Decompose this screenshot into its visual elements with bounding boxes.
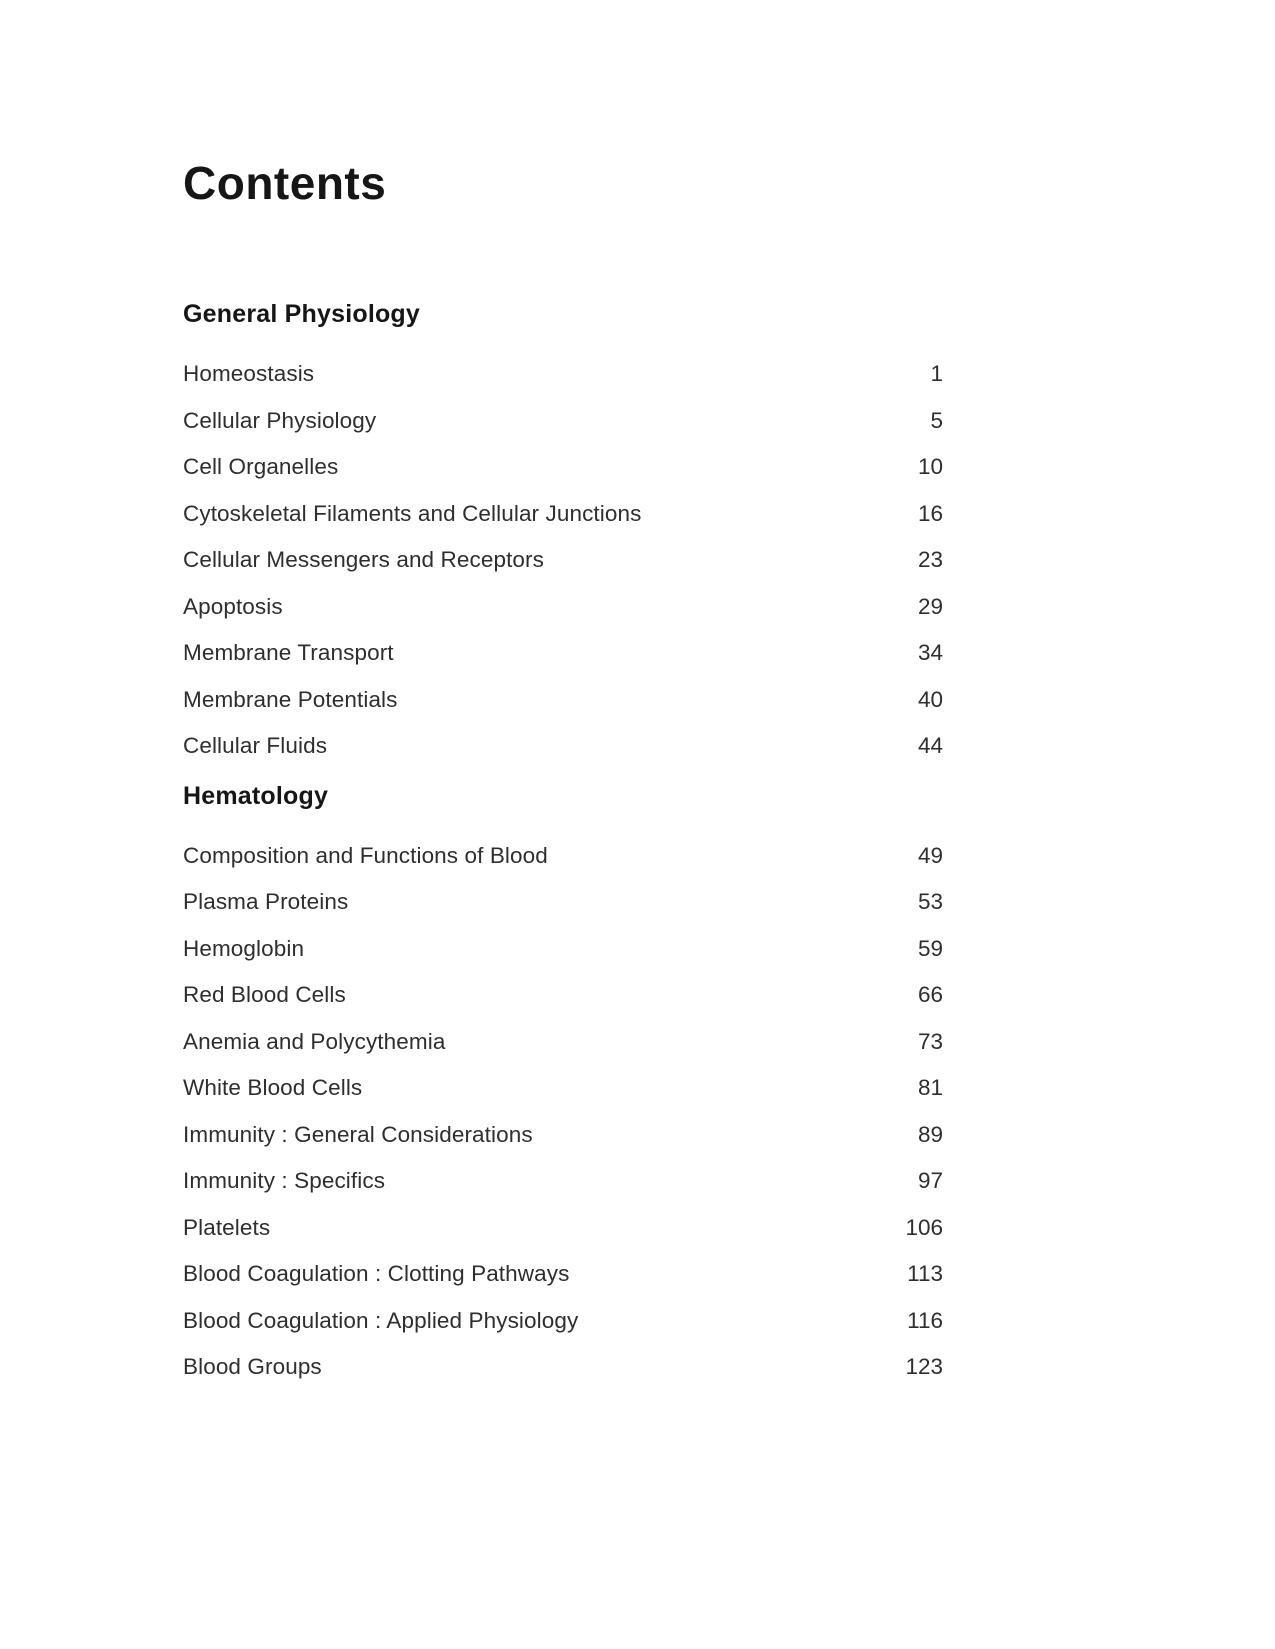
entry-title: Immunity : General Considerations: [183, 1121, 533, 1147]
toc-entry: [183, 549, 943, 572]
entry-title: Blood Groups: [183, 1354, 322, 1379]
toc-entry: [183, 1214, 943, 1240]
toc-entry: [183, 1263, 943, 1286]
toc-entry: [183, 500, 943, 526]
toc-entry: [183, 735, 943, 758]
toc-entry: [183, 1356, 943, 1379]
entry-title: White Blood Cells: [183, 1075, 363, 1100]
entry-title: Red Blood Cells: [183, 982, 346, 1007]
toc-entry: [183, 407, 943, 433]
entry-page-number: 16: [917, 500, 943, 526]
toc-entry: [183, 593, 943, 619]
toc-section: [183, 302, 943, 758]
toc-entry: [183, 935, 943, 961]
entry-title: Cellular Physiology: [183, 407, 377, 433]
section-entries: [183, 842, 943, 1379]
toc-entry: [183, 842, 943, 868]
entry-page-number: 59: [917, 935, 943, 961]
entry-page-number: 44: [917, 733, 943, 758]
entry-title: Cellular Fluids: [183, 733, 328, 758]
entry-title: Apoptosis: [183, 593, 283, 619]
toc-entry: [183, 1170, 943, 1193]
section-heading: General Physiology: [183, 300, 421, 328]
toc-entry: [183, 891, 943, 914]
entry-page-number: 97: [917, 1168, 943, 1193]
entry-page-number: 113: [907, 1261, 943, 1286]
entry-title: Homeostasis: [183, 361, 315, 386]
toc-entry: [183, 456, 943, 479]
toc-entry: [183, 363, 943, 386]
entry-title: Composition and Functions of Blood: [183, 842, 548, 868]
toc-entry: [183, 1077, 943, 1100]
entry-title: Membrane Transport: [183, 640, 394, 665]
entry-title: Anemia and Polycythemia: [183, 1028, 446, 1054]
entry-title: Blood Coagulation : Applied Physiology: [183, 1307, 579, 1333]
entry-page-number: 53: [917, 889, 943, 914]
toc-entry: [183, 1028, 943, 1054]
entry-page-number: 29: [917, 593, 943, 619]
entry-page-number: 73: [917, 1028, 943, 1054]
section-heading: Hematology: [183, 781, 329, 810]
toc-entry: [183, 1307, 943, 1333]
entry-page-number: 123: [905, 1354, 943, 1379]
entry-title: Blood Coagulation : Clotting Pathways: [183, 1261, 570, 1286]
entry-page-number: 40: [917, 686, 943, 712]
entry-title: Membrane Potentials: [183, 686, 398, 712]
entry-page-number: 116: [907, 1307, 943, 1333]
page-title: Contents: [183, 157, 387, 209]
entry-page-number: 66: [917, 982, 943, 1007]
entry-page-number: 5: [930, 407, 943, 433]
entry-title: Hemoglobin: [183, 935, 305, 961]
toc-entry: [183, 1121, 943, 1147]
entry-page-number: 49: [917, 842, 943, 868]
toc-entry: [183, 642, 943, 665]
table-of-contents: [183, 302, 943, 1379]
entry-page-number: 10: [917, 454, 943, 479]
toc-entry: [183, 984, 943, 1007]
entry-page-number: 106: [905, 1214, 943, 1240]
entry-page-number: 1: [930, 361, 943, 386]
entry-page-number: 23: [917, 547, 943, 572]
entry-page-number: 34: [917, 640, 943, 665]
entry-title: Plasma Proteins: [183, 889, 349, 914]
section-entries: [183, 363, 943, 758]
entry-page-number: 89: [917, 1121, 943, 1147]
toc-entry: [183, 686, 943, 712]
entry-page-number: 81: [917, 1075, 943, 1100]
entry-title: Cellular Messengers and Receptors: [183, 547, 544, 572]
entry-title: Cell Organelles: [183, 454, 339, 479]
toc-section: [183, 781, 943, 1379]
entry-title: Cytoskeletal Filaments and Cellular Junctions: [183, 500, 642, 526]
entry-title: Immunity : Specifics: [183, 1168, 386, 1193]
entry-title: Platelets: [183, 1214, 271, 1240]
